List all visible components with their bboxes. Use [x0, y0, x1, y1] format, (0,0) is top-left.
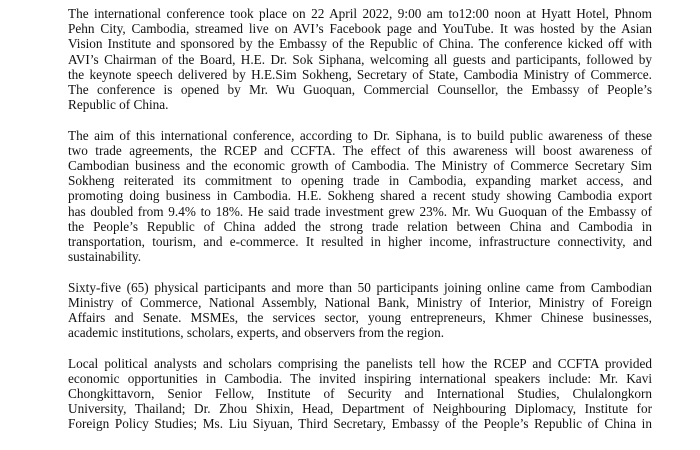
text-line: two trade agreements, the RCEP and CCFTA. The effect of this awareness will boost awareness of: [68, 142, 652, 158]
paragraph-panelists: [68, 356, 652, 432]
text-line: Affairs and Senate. MSMEs, the services sector, young entrepreneurs, Khmer Chinese businesses,: [68, 310, 652, 326]
paragraph-participants: [68, 280, 652, 341]
text-line: Sokheng reiterated its commitment to opening trade in Cambodia, expanding market access, and: [68, 173, 652, 189]
text-line: academic institutions, scholars, experts, and observers from the region.: [68, 325, 445, 341]
document-page: [68, 6, 652, 447]
text-line: Pehn City, Cambodia, streamed live on AVI’s Facebook page and YouTube. It was hosted by the Asian: [68, 21, 652, 37]
text-line: has doubled from 9.4% to 18%. He said trade investment grew 23%. Mr. Wu Guoquan of the Embassy of: [68, 203, 652, 219]
text-line: Republic of China.: [68, 97, 169, 113]
text-line: The aim of this international conference, according to Dr. Siphana, is to build public awareness of these: [68, 127, 652, 143]
text-line: The international conference took place on 22 April 2022, 9:00 am to12:00 noon at Hyatt Hotel, Phnom: [68, 6, 652, 21]
text-line: Chongkittavorn, Senior Fellow, Institute of Security and International Studies, Chulalongkorn: [68, 386, 652, 402]
text-line: The conference is opened by Mr. Wu Guoquan, Commercial Counsellor, the Embassy of People’s: [68, 82, 652, 98]
text-line: the keynote speech delivered by H.E.Sim Sokheng, Secretary of State, Cambodia Ministry of Commerce.: [68, 66, 652, 82]
text-line: University, Thailand; Dr. Zhou Shixin, Head, Department of Neighbouring Diplomacy, Institute for: [68, 401, 652, 417]
text-line: transportation, tourism, and e-commerce. It resulted in higher income, infrastructure connectivity, and: [68, 234, 652, 250]
text-line: Local political analysts and scholars comprising the panelists tell how the RCEP and CCFTA provided: [68, 355, 652, 371]
paragraph-conference-aim: [68, 128, 652, 265]
text-line: Sixty-five (65) physical participants and more than 50 participants joining online came from Cambodian: [68, 279, 652, 295]
text-line: the People’s Republic of China added the strong trade relation between China and Cambodia in: [68, 218, 652, 234]
paragraph-conference-overview: [68, 6, 652, 112]
text-line: Cambodian business and the economic growth of Cambodia. The Ministry of Commerce Secretary Sim: [68, 158, 652, 174]
text-line: Vision Institute and sponsored by the Embassy of the Republic of China. The conference kicked off with: [68, 36, 652, 52]
text-line: AVI’s Chairman of the Board, H.E. Dr. Sok Siphana, welcoming all guests and participants, followed by: [68, 51, 652, 67]
text-line: Foreign Policy Studies; Ms. Liu Siyuan, Third Secretary, Embassy of the People’s Republic of China in: [68, 416, 652, 432]
text-line: sustainability.: [68, 249, 142, 265]
text-line: Ministry of Commerce, National Assembly, National Bank, Ministry of Interior, Ministry of Foreign: [68, 294, 652, 310]
text-line: promoting doing business in Cambodia. H.E. Sokheng shared a recent study showing Cambodia export: [68, 188, 652, 204]
text-line: economic opportunities in Cambodia. The invited inspiring international speakers include: Mr. Kavi: [68, 370, 652, 386]
